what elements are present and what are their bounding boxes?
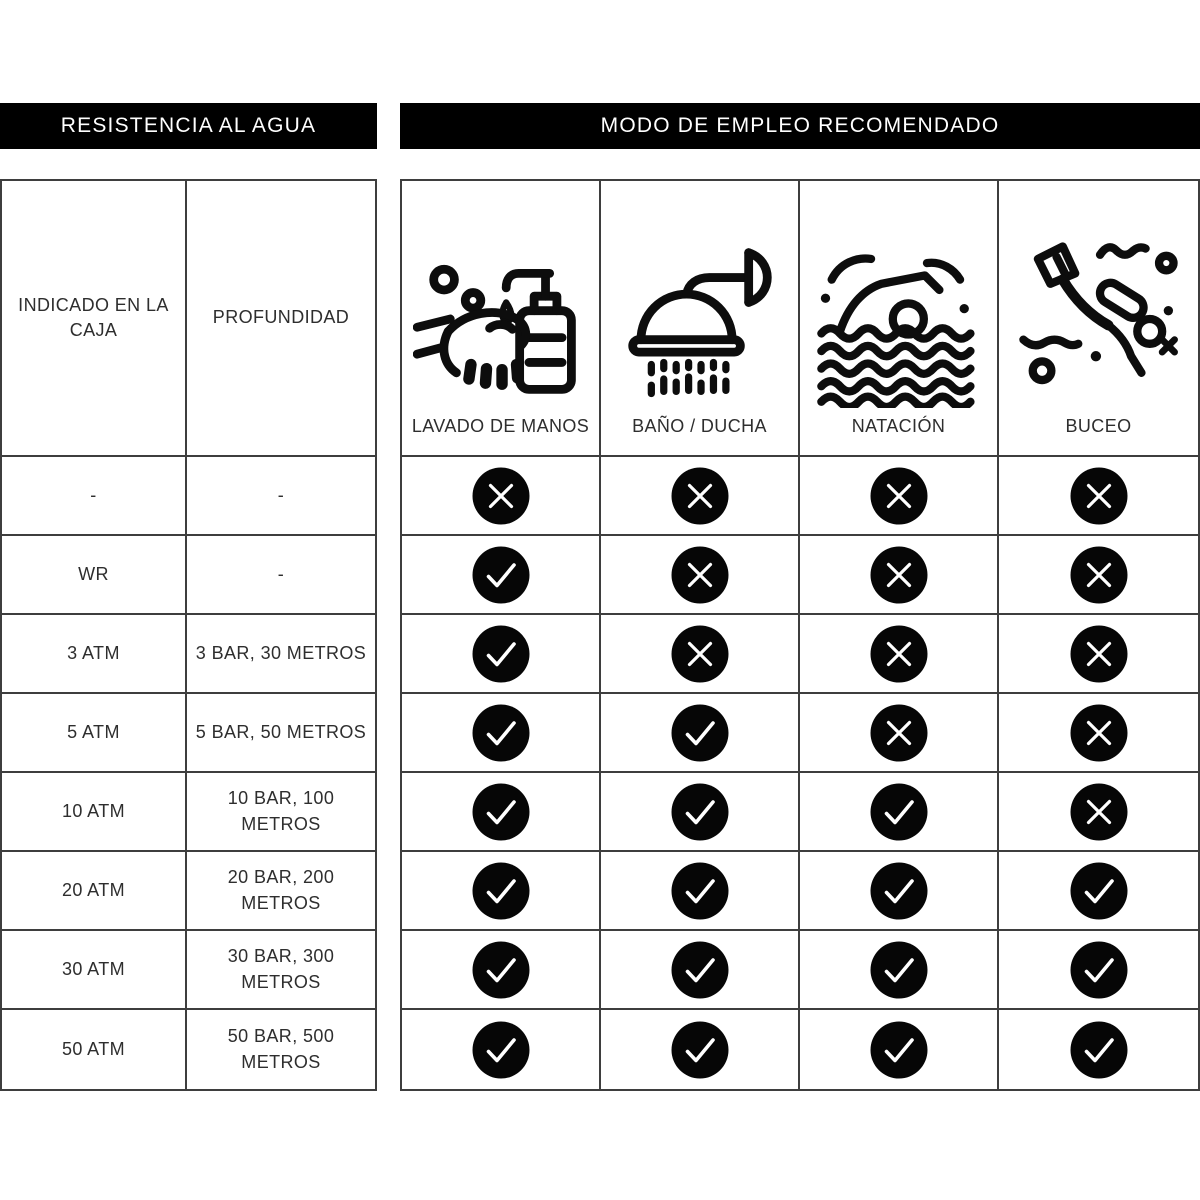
water-resistance-table [0,179,377,1091]
depth-cell: 10 BAR, 100 METROS [187,773,375,852]
cross-mark [601,536,800,615]
activity-header [601,181,800,457]
check-mark [402,694,601,773]
check-mark [870,1021,928,1079]
cross-mark [999,536,1198,615]
cross-mark [402,457,601,536]
cross-mark [671,625,729,683]
cross-mark [999,773,1198,852]
activity-label: BAÑO / DUCHA [632,415,767,436]
check-mark [601,694,800,773]
indicated-on-case-cell: 10 ATM [2,773,187,852]
indicated-on-case-cell: 5 ATM [2,694,187,773]
indicated-on-case-cell: 50 ATM [2,1010,187,1089]
check-mark [870,783,928,841]
usage-recommendation-table [400,179,1200,1091]
depth-cell: 3 BAR, 30 METROS [187,615,375,694]
cross-mark [800,457,999,536]
depth-cell: 5 BAR, 50 METROS [187,694,375,773]
indicated-on-case-cell: - [2,457,187,536]
check-mark [671,862,729,920]
cross-mark [870,546,928,604]
activity-label: NATACIÓN [851,415,946,436]
cross-mark [601,457,800,536]
depth-cell: - [187,457,375,536]
check-mark [1070,862,1128,920]
check-mark [472,704,530,762]
check-mark [800,852,999,931]
cross-mark [1070,625,1128,683]
check-mark [800,773,999,852]
check-mark [402,536,601,615]
activity-label: BUCEO [1065,415,1132,436]
shower-icon [612,232,788,408]
activity-header [999,181,1198,457]
cross-mark [1070,467,1128,525]
diving-icon [1011,232,1187,408]
cross-mark [800,536,999,615]
check-mark [671,783,729,841]
cross-mark [800,694,999,773]
cross-mark [999,457,1198,536]
cross-mark [870,625,928,683]
check-mark [472,783,530,841]
check-mark [601,773,800,852]
left-section-header-bar [0,103,377,149]
swimming-icon [811,232,987,408]
hand-washing-icon [413,232,589,408]
check-mark [472,941,530,999]
check-mark [1070,941,1128,999]
check-mark [601,931,800,1010]
cross-mark [472,467,530,525]
cross-mark [1070,704,1128,762]
check-mark [870,941,928,999]
indicated-on-case-cell: 30 ATM [2,931,187,1010]
right-section-header-bar [400,103,1200,149]
cross-mark [870,467,928,525]
cross-mark [601,615,800,694]
check-mark [601,1010,800,1089]
check-mark [1070,1021,1128,1079]
check-mark [402,773,601,852]
indicated-on-case-cell: 3 ATM [2,615,187,694]
depth-cell: 50 BAR, 500 METROS [227,1026,335,1072]
cross-mark [800,615,999,694]
activity-header [800,181,999,457]
check-mark [402,615,601,694]
depth-cell: 30 BAR, 300 METROS [187,931,375,1010]
cross-mark [671,467,729,525]
check-mark [671,704,729,762]
check-mark [472,546,530,604]
check-mark [999,1010,1198,1089]
check-mark [601,852,800,931]
check-mark [800,1010,999,1089]
right-section-title: MODO DE EMPLEO RECOMENDADO [600,114,1000,137]
indicated-on-case-cell: WR [2,536,187,615]
check-mark [472,625,530,683]
check-mark [999,931,1198,1010]
depth-cell: 20 BAR, 200 METROS [187,852,375,931]
cross-mark [671,546,729,604]
check-mark [999,852,1198,931]
check-mark [402,852,601,931]
check-mark [671,941,729,999]
check-mark [402,931,601,1010]
cross-mark [1070,783,1128,841]
check-mark [402,1010,601,1089]
column-header: INDICADO EN LA CAJA [2,181,187,457]
cross-mark [1070,546,1128,604]
check-mark [671,1021,729,1079]
cross-mark [999,694,1198,773]
left-section-title: RESISTENCIA AL AGUA [60,114,317,137]
column-header: PROFUNDIDAD [187,181,375,457]
check-mark [870,862,928,920]
check-mark [800,931,999,1010]
activity-label: LAVADO DE MANOS [411,415,590,436]
depth-cell: - [187,536,375,615]
cross-mark [999,615,1198,694]
check-mark [472,1021,530,1079]
check-mark [472,862,530,920]
cross-mark [870,704,928,762]
activity-header [402,181,601,457]
indicated-on-case-cell: 20 ATM [2,852,187,931]
